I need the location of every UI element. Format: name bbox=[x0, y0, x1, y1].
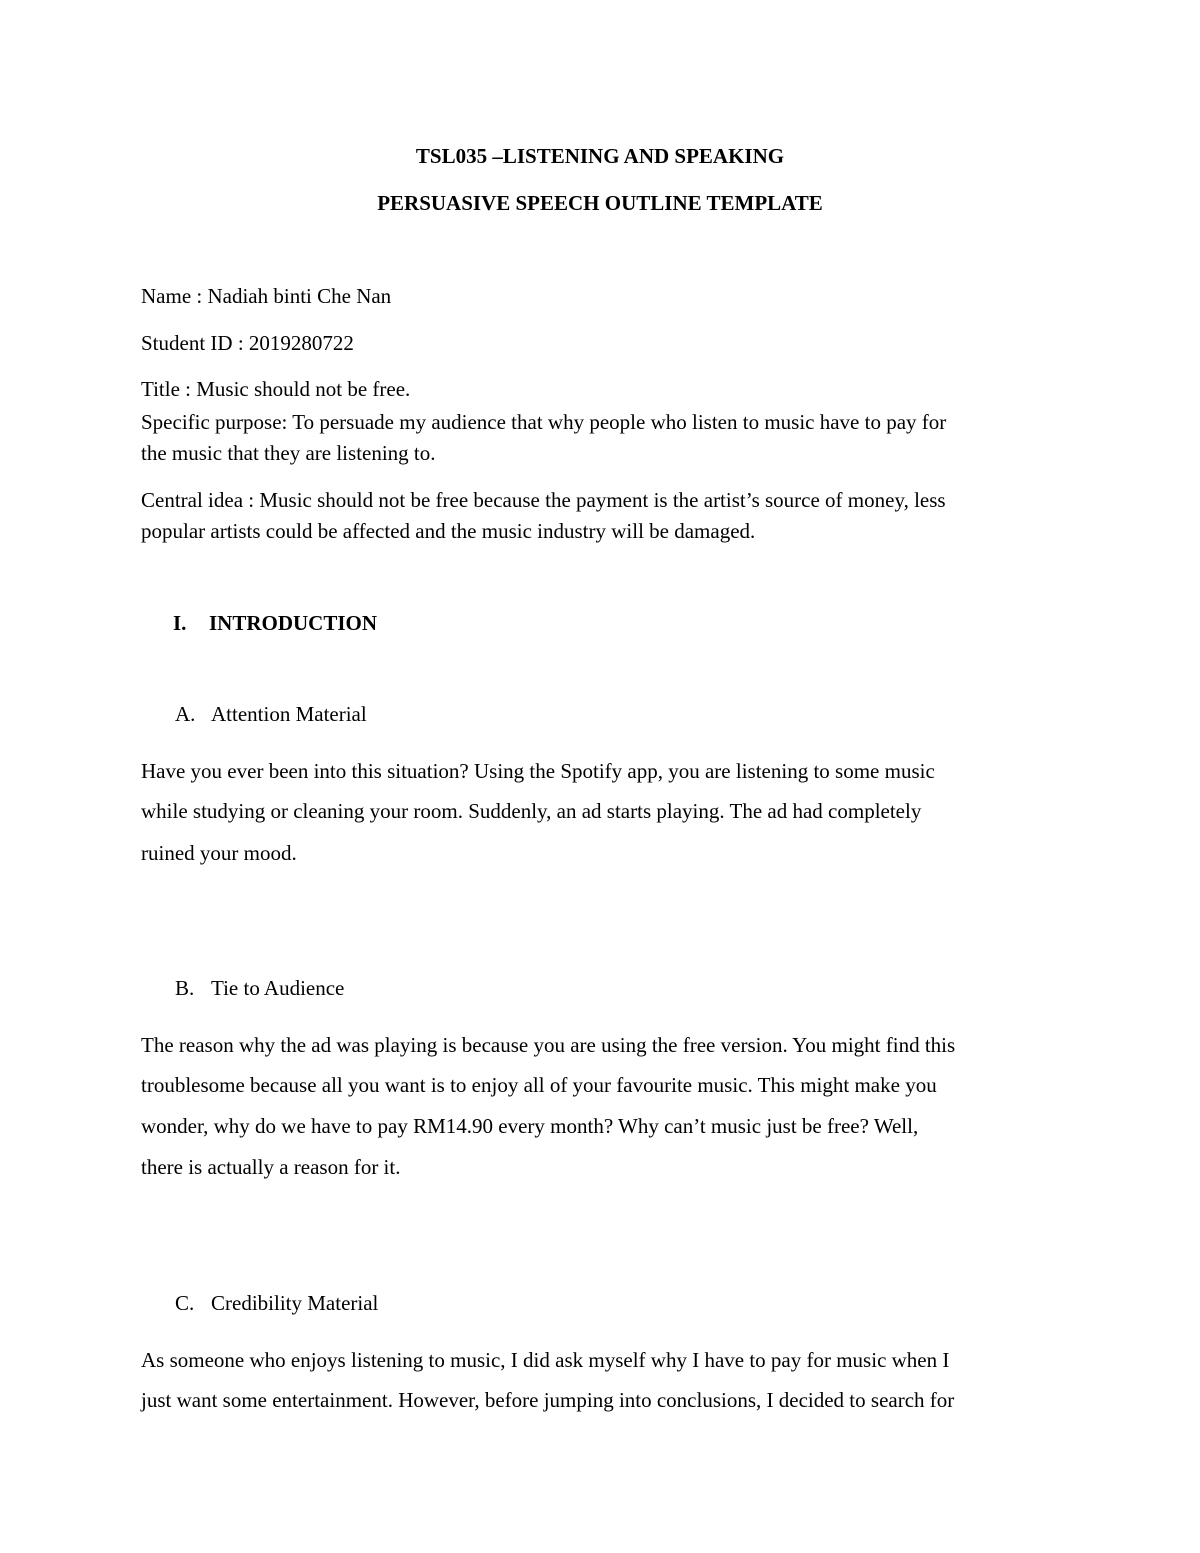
section-c-line-1: As someone who enjoys listening to music, I did ask myself why I have to pay for music when I bbox=[141, 1348, 950, 1372]
section-a-letter: A. bbox=[175, 702, 196, 726]
central-idea-line-1: Central idea : Music should not be free because the payment is the artist’s source of money, less bbox=[141, 488, 946, 512]
section-b-label: Tie to Audience bbox=[211, 976, 345, 1000]
specific-purpose-line-2: the music that they are listening to. bbox=[141, 441, 436, 465]
course-title: TSL035 –LISTENING AND SPEAKING bbox=[415, 144, 785, 168]
specific-purpose-line-1: Specific purpose: To persuade my audience that why people who listen to music have to pay for bbox=[141, 410, 947, 434]
section-c-heading bbox=[175, 1293, 378, 1314]
section-a-line-1: Have you ever been into this situation? Using the Spotify app, you are listening to some music bbox=[141, 759, 935, 783]
introduction-heading-text: INTRODUCTION bbox=[209, 611, 378, 635]
section-b-letter: B. bbox=[175, 976, 195, 1000]
section-a-heading bbox=[175, 704, 367, 725]
introduction-heading bbox=[173, 613, 377, 634]
speech-title: Title : Music should not be free. bbox=[141, 377, 411, 401]
introduction-number: I. bbox=[173, 611, 187, 635]
section-c-label: Credibility Material bbox=[211, 1291, 379, 1315]
section-b-line-4: there is actually a reason for it. bbox=[141, 1155, 401, 1179]
section-b-heading bbox=[175, 978, 344, 999]
section-c-letter: C. bbox=[175, 1291, 195, 1315]
section-c-line-2: just want some entertainment. However, before jumping into conclusions, I decided to search for bbox=[141, 1388, 955, 1412]
section-b-line-2: troublesome because all you want is to enjoy all of your favourite music. This might make you bbox=[141, 1073, 937, 1097]
section-a-line-2: while studying or cleaning your room. Suddenly, an ad starts playing. The ad had completely bbox=[141, 799, 922, 823]
student-name: Name : Nadiah binti Che Nan bbox=[141, 284, 392, 308]
student-id: Student ID : 2019280722 bbox=[141, 331, 354, 355]
section-a-line-3: ruined your mood. bbox=[141, 841, 297, 865]
central-idea-line-2: popular artists could be affected and the music industry will be damaged. bbox=[141, 519, 756, 543]
section-b-line-1: The reason why the ad was playing is because you are using the free version. You might find this bbox=[141, 1033, 956, 1057]
template-title: PERSUASIVE SPEECH OUTLINE TEMPLATE bbox=[377, 191, 823, 215]
section-b-line-3: wonder, why do we have to pay RM14.90 every month? Why can’t music just be free? Well, bbox=[141, 1114, 919, 1138]
section-a-label: Attention Material bbox=[211, 702, 367, 726]
